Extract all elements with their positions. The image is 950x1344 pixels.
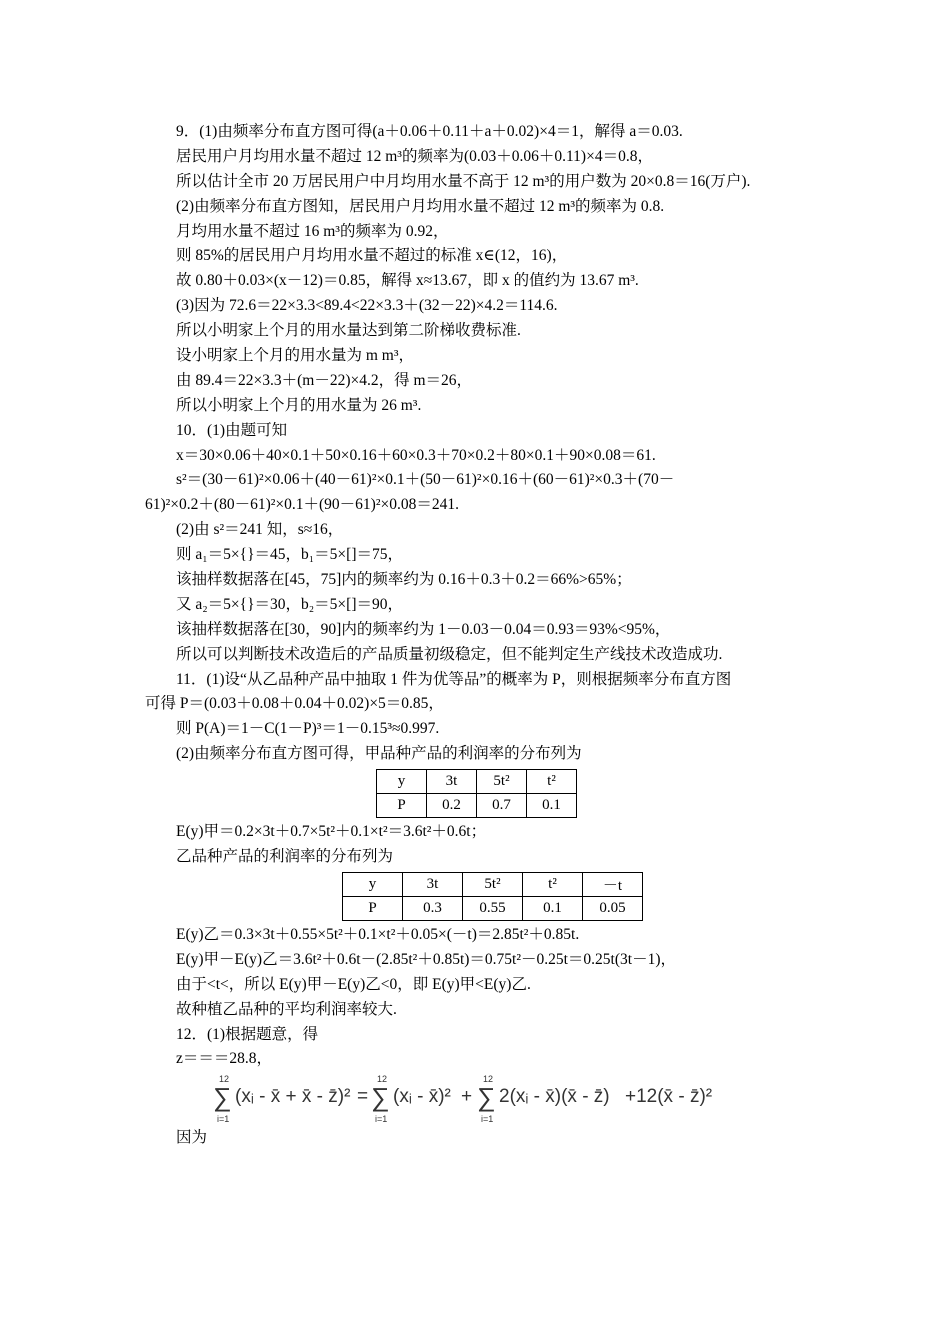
table-cell: y [343,872,403,896]
text-line: 又 a₂＝5×{}＝30，b₂＝5×[]＝90， [176,595,403,613]
formula-term-1: (xᵢ - x̄)² [393,1086,451,1108]
text-line: 因为 [176,1129,208,1147]
text-line: E(y)甲＝0.2×3t＋0.7×5t²＋0.1×t²＝3.6t²＋0.6t； [176,823,487,841]
text-line: x＝30×0.06＋40×0.1＋50×0.16＋60×0.3＋70×0.2＋80×0.1＋90×0.08＝61. [176,446,656,464]
text-line: 居民用户月均用水量不超过 12 m³的频率为(0.03＋0.06＋0.11)×4＝0.8， [176,147,653,165]
sigma-symbol: ∑ [371,1082,390,1113]
table-cell: 0.3 [403,896,463,920]
table-cell: 5t² [477,770,527,794]
text-line: (2)由频率分布直方图可得，甲品种产品的利润率的分布列为 [176,745,582,763]
text-line: 所以小明家上个月的用水量达到第二阶梯收费标准. [176,322,521,340]
text-line: 则 85%的居民用户月均用水量不超过的标准 x∈(12，16)， [176,247,568,265]
text-line: 9．(1)由频率分布直方图可得(a＋0.06＋0.11＋a＋0.02)×4＝1，解得 a＝0.03. [176,123,683,140]
text-line: (2)由频率分布直方图知，居民用户月均用水量不超过 12 m³的频率为 0.8. [176,197,665,215]
distribution-table-jia [376,769,577,818]
problem-12-block [145,1023,815,1152]
solution-document [145,120,815,1151]
text-line: 该抽样数据落在[45，75]内的频率约为 0.16＋0.3＋0.2＝66%>65%； [176,571,632,589]
table-row [377,794,577,818]
text-line: 由于<t<，所以 E(y)甲－E(y)乙<0，即 E(y)甲<E(y)乙. [176,975,531,993]
text-line: 故 0.80＋0.03×(x－12)＝0.85，解得 x≈13.67，即 x 的值约为 13.67 m³. [176,272,639,290]
text-line-wrap: 61)²×0.2＋(80－61)²×0.1＋(90－61)²×0.08＝241. [145,496,459,514]
table-cell: y [377,770,427,794]
sum-upper-limit: 12 [219,1074,230,1085]
text-line: 则 a₁＝5×{}＝45，b₁＝5×[]＝75， [176,546,403,564]
table-cell: 0.1 [527,794,577,818]
table-cell: P [377,794,427,818]
sum-upper-limit: 12 [377,1074,388,1085]
table-cell: 0.7 [477,794,527,818]
sigma-symbol: ∑ [213,1082,232,1113]
table-row [377,770,577,794]
table-cell: 0.55 [463,896,523,920]
text-line: 设小明家上个月的用水量为 m m³， [176,347,415,365]
table-cell: －t [583,872,643,896]
plus-sign: + [461,1086,473,1108]
summation-formula [213,1072,815,1126]
formula-graphic [213,1072,773,1126]
table-row [343,896,643,920]
text-line: 由 89.4＝22×3.3＋(m－22)×4.2，得 m＝26， [176,371,473,389]
formula-term-3: +12(x̄ - z̄)² [625,1086,713,1108]
problem-11-block [145,668,815,1023]
sum-lower-limit: i=1 [481,1114,494,1125]
text-line: 乙品种产品的利润率的分布列为 [176,848,394,866]
text-line: 12．(1)根据题意，得 [176,1025,319,1043]
table-cell: 0.2 [427,794,477,818]
text-line: 故种植乙品种的平均利润率较大. [176,1000,397,1018]
text-line: 所以估计全市 20 万居民用户中月均用水量不高于 12 m³的用户数为 20×0.8＝16(万户). [176,172,751,190]
sum-upper-limit: 12 [483,1074,494,1085]
sum-lower-limit: i=1 [375,1114,388,1125]
problem-10-block [145,419,815,668]
table-cell: 0.05 [583,896,643,920]
text-line: 10．(1)由题可知 [176,421,288,439]
table-cell: 3t [403,872,463,896]
table-cell: 3t [427,770,477,794]
text-line: 该抽样数据落在[30，90]内的频率约为 1－0.03－0.04＝0.93＝93%<95%， [176,620,671,638]
text-line: (3)因为 72.6＝22×3.3<89.4<22×3.3＋(32－22)×4.2＝114.6. [176,297,558,315]
text-line: s²＝(30－61)²×0.06＋(40－61)²×0.1＋(50－61)²×0.16＋(60－61)²×0.3＋(70－ [176,471,675,489]
text-line-wrap: 可得 P＝(0.03＋0.08＋0.04＋0.02)×5＝0.85， [145,695,444,713]
table-cell: 0.1 [523,896,583,920]
text-line: 则 P(A)＝1－C(1－P)³＝1－0.15³≈0.997. [176,720,440,738]
table-cell: t² [527,770,577,794]
text-line: 所以小明家上个月的用水量为 26 m³. [176,396,422,414]
table-cell: P [343,896,403,920]
formula-lhs: (xᵢ - x̄ + x̄ - z̄)² [235,1086,351,1108]
text-line: E(y)乙＝0.3×3t＋0.55×5t²＋0.1×t²＋0.05×(－t)＝2.85t²＋0.85t. [176,925,580,943]
text-line: (2)由 s²＝241 知，s≈16， [176,521,344,539]
table-row [343,872,643,896]
text-line: 月均用水量不超过 16 m³的频率为 0.92， [176,222,449,240]
formula-term-2: 2(xᵢ - x̄)(x̄ - z̄) [499,1086,610,1108]
text-line: E(y)甲－E(y)乙＝3.6t²＋0.6t－(2.85t²＋0.85t)＝0.75t²－0.25t＝0.25t(3t－1)， [176,950,676,968]
sum-lower-limit: i=1 [217,1114,230,1125]
equals-sign: = [357,1086,369,1108]
problem-9-block [145,120,815,419]
text-line: 所以可以判断技术改造后的产品质量初级稳定，但不能判定生产线技术改造成功. [176,645,723,663]
distribution-table-yi [342,872,643,921]
sigma-symbol: ∑ [477,1082,496,1113]
table-cell: 5t² [463,872,523,896]
text-line: 11．(1)设“从乙品种产品中抽取 1 件为优等品”的概率为 P，则根据频率分布直方图 [176,670,732,688]
text-line: z＝＝＝28.8， [176,1050,273,1068]
table-cell: t² [523,872,583,896]
